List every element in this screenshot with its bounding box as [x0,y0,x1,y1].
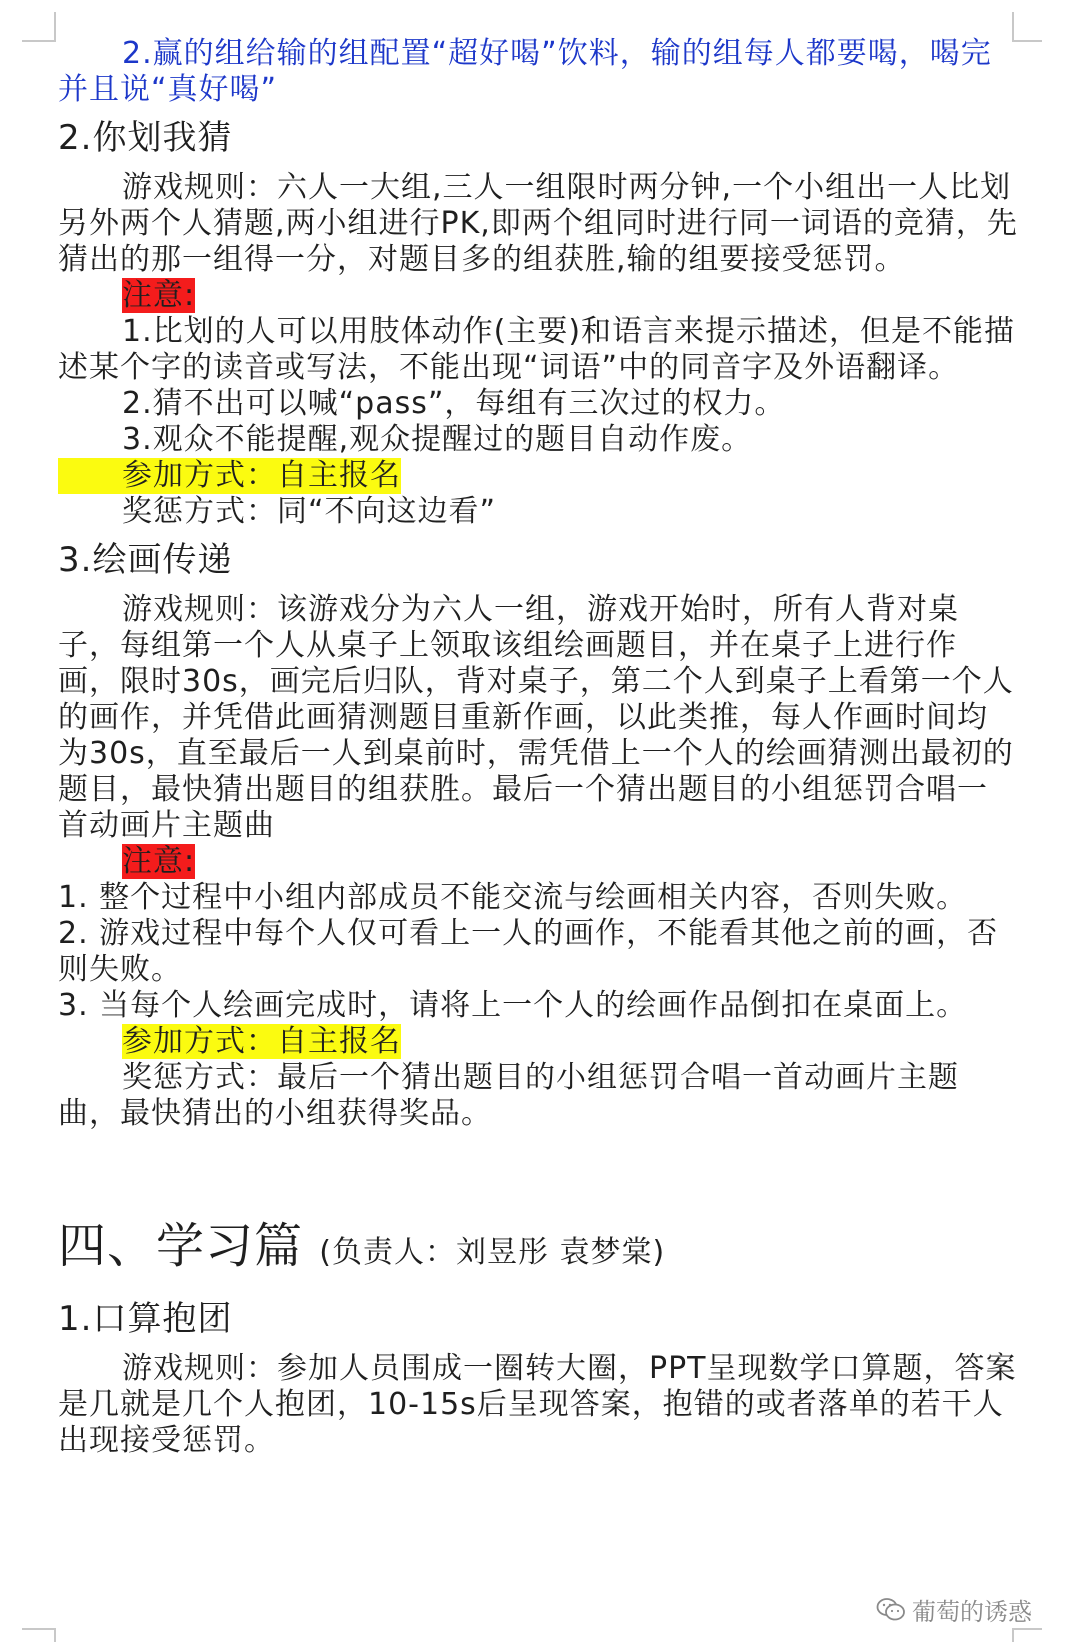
part-owner: (负责人：刘昱彤 袁梦棠) [319,1235,666,1270]
charades-note-2: 2.猜不出可以喊“pass”，每组有三次过的权力。 [122,386,786,421]
drawing-relay-note-3: 3. 当每个人绘画完成时，请将上一个人的绘画作品倒扣在桌面上。 [58,988,968,1023]
document-body [58,36,1018,1459]
charades-join-row [58,458,1018,494]
section-heading-charades: 2.你划我猜 [58,118,233,158]
drawing-relay-note-1: 1. 整个过程中小组内部成员不能交流与绘画相关内容，否则失败。 [58,880,968,915]
drawing-relay-join-row [58,1024,1018,1060]
watermark [876,1592,1032,1627]
watermark-text: 葡萄的诱惑 [912,1598,1032,1626]
part-title: 四、学习篇 [58,1218,304,1274]
drawing-relay-note-label-row [58,844,1018,880]
charades-rules: 游戏规则：六人一大组,三人一组限时两分钟,一个小组出一人比划另外两个人猜题,两小组进行PK,即两个组同时进行同一词语的竞猜，先猜出的那一组得一分，对题目多的组获胜,输的组要接受惩罚。 [58,170,1018,277]
crop-mark-top-left [22,12,56,42]
math-huddle-rules: 游戏规则：参加人员围成一圈转大圈，PPT呈现数学口算题，答案是几就是几个人抱团，10-15s后呈现答案，抱错的或者落单的若干人出现接受惩罚。 [58,1351,1017,1458]
intro-paragraph: 2.赢的组给输的组配置“超好喝”饮料，输的组每人都要喝，喝完并且说“真好喝” [58,36,992,107]
charades-note-label-row [58,278,1018,314]
section-heading-drawing-relay: 3.绘画传递 [58,540,233,580]
section-heading-math-huddle: 1.口算抱团 [58,1299,233,1339]
drawing-relay-note-label: 注意: [122,844,196,879]
charades-join: 参加方式：自主报名 [58,458,401,494]
drawing-relay-notes [58,880,1018,1024]
drawing-relay-join: 参加方式：自主报名 [122,1024,401,1059]
drawing-relay-note-2: 2. 游戏过程中每个人仅可看上一人的画作，不能看其他之前的画，否则失败。 [58,916,999,987]
drawing-relay-reward: 奖惩方式：最后一个猜出题目的小组惩罚合唱一首动画片主题曲，最快猜出的小组获得奖品。 [58,1060,959,1131]
charades-note-1: 1.比划的人可以用肢体动作(主要)和语言来提示描述，但是不能描述某个字的读音或写法，不能出现“词语”中的同音字及外语翻译。 [58,314,1016,385]
part-heading-study [58,1214,1018,1285]
charades-note-label: 注意: [122,278,196,313]
drawing-relay-rules: 游戏规则：该游戏分为六人一组，游戏开始时，所有人背对桌子，每组第一个人从桌子上领取该组绘画题目，并在桌子上进行作画，限时30s，画完后归队，背对桌子，第二个人到桌子上看第一个人的画作，并凭借此画猜测题目重新作画，以此类推，每人作画时间均为30s，直至最后一人到桌前时，需凭借上一个人的绘画猜测出最初的题目，最快猜出题目的组获胜。最后一个猜出题目的小组惩罚合唱一首动画片主题曲 [58,592,1014,843]
wechat-icon [876,1597,906,1623]
charades-note-3: 3.观众不能提醒,观众提醒过的题目自动作废。 [122,422,753,457]
charades-reward: 奖惩方式：同“不向这边看” [122,494,497,529]
